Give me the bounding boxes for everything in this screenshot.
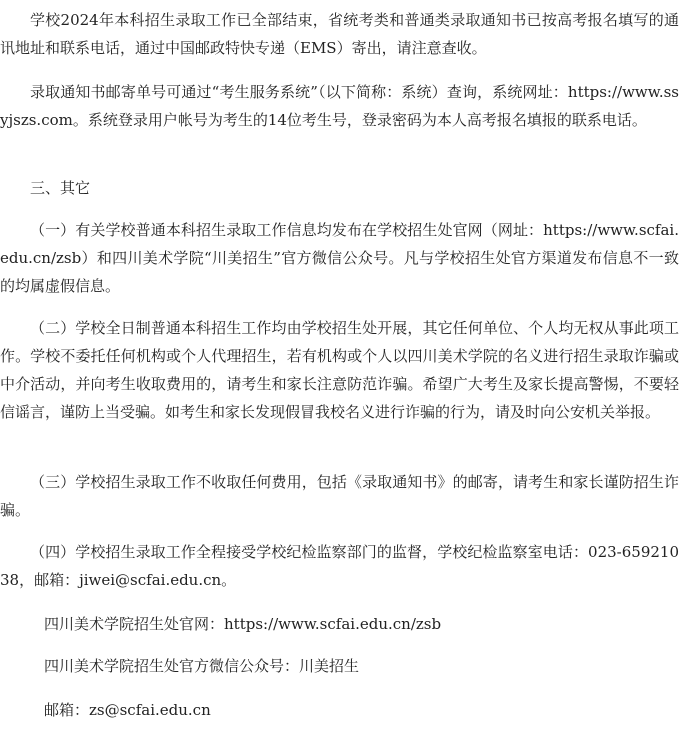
- paragraph-item-1: （一）有关学校普通本科招生录取工作信息均发布在学校招生处官网（网址：https://www.scfai.edu.cn/zsb）和四川美术学院“川美招生”官方微信公众号。凡与学校招生处官方渠道发布信息不一致的均属虚假信息。: [0, 221, 679, 295]
- paragraph-tracking-query: 录取通知书邮寄单号可通过“考生服务系统”（以下简称：系统）查询，系统网址：https://www.ssyjszs.com。系统登录用户帐号为考生的14位考生号，登录密码为本人高考报名填报的联系电话。: [0, 83, 679, 129]
- contact-website: 四川美术学院招生处官网：https://www.scfai.edu.cn/zsb: [44, 615, 442, 633]
- paragraph-item-4: （四）学校招生录取工作全程接受学校纪检监察部门的监督，学校纪检监察室电话：023-65921038，邮箱：jiwei@scfai.edu.cn。: [0, 543, 679, 589]
- contact-wechat: 四川美术学院招生处官方微信公众号：川美招生: [44, 657, 360, 675]
- section-heading-other: 三、其它: [30, 179, 91, 197]
- contact-email: 邮箱：zs@scfai.edu.cn: [44, 701, 211, 719]
- paragraph-shipping-notice: 学校2024年本科招生录取工作已全部结束，省统考类和普通类录取通知书已按高考报名填写的通讯地址和联系电话，通过中国邮政特快专递（EMS）寄出，请注意查收。: [0, 11, 679, 57]
- paragraph-item-2: （二）学校全日制普通本科招生工作均由学校招生处开展，其它任何单位、个人均无权从事此项工作。学校不委托任何机构或个人代理招生，若有机构或个人以四川美术学院的名义进行招生录取诈骗或中介活动，并向考生收取费用的，请考生和家长注意防范诈骗。希望广大考生及家长提高警惕，不要轻信谣言，谨防上当受骗。如考生和家长发现假冒我校名义进行诈骗的行为，请及时向公安机关举报。: [0, 319, 679, 421]
- paragraph-item-3: （三）学校招生录取工作不收取任何费用，包括《录取通知书》的邮寄，请考生和家长谨防招生诈骗。: [0, 473, 679, 519]
